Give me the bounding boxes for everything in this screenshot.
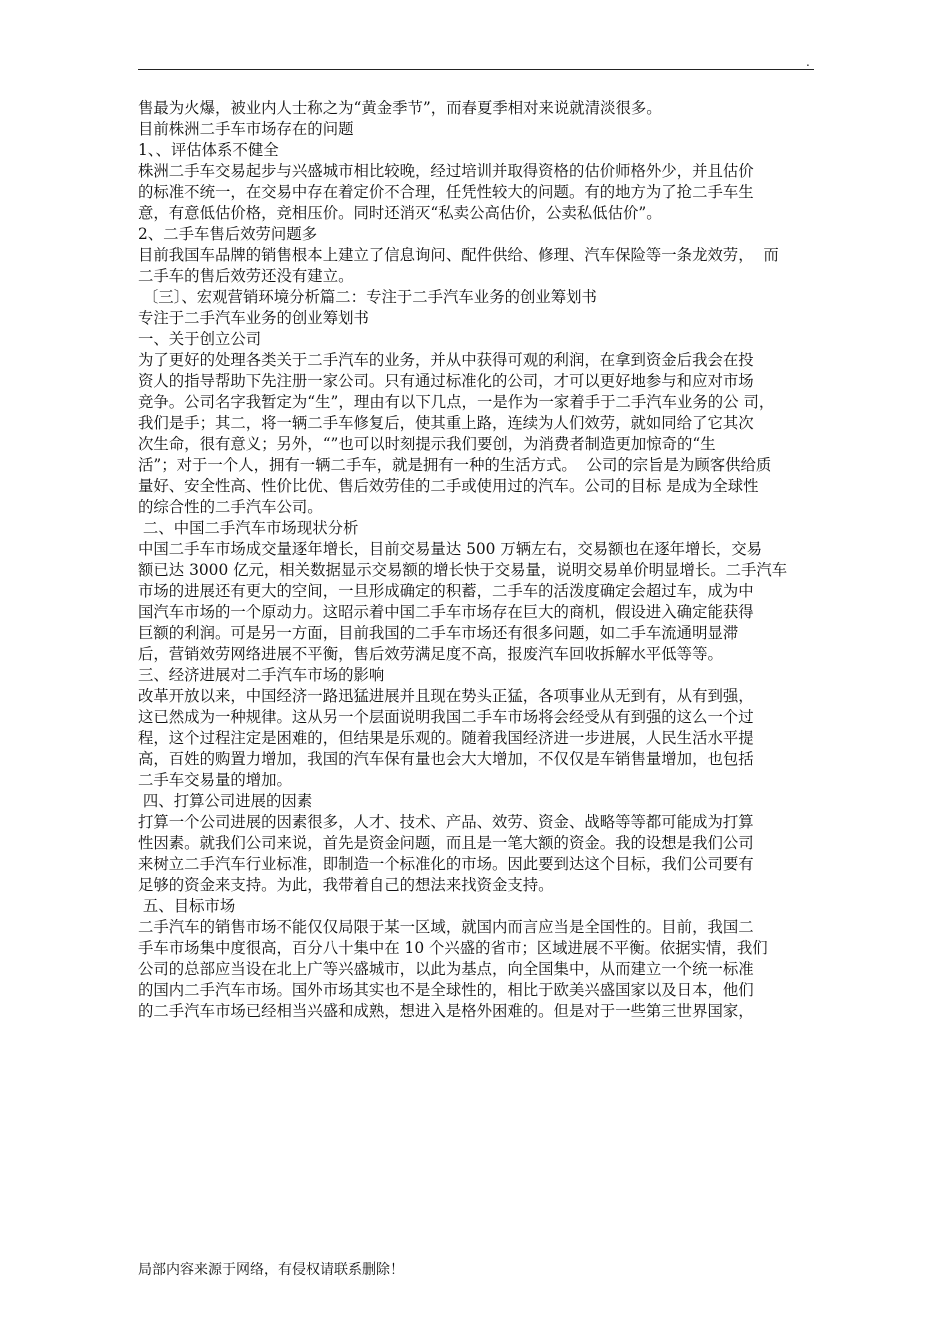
text-line: 性因素。就我们公司来说，首先是资金问题，而且是一笔大额的资金。我的设想是我们公司 [138,834,754,852]
text-line: 活”；对于一个人，拥有一辆二手车，就是拥有一种的生活方式。 公司的宗旨是为顾客供给质 [138,456,772,474]
header-mark: . [806,55,810,69]
text-line: 一、关于创立公司 [138,330,262,348]
text-line: 程，这个过程注定是困难的，但结果是乐观的。随着我国经济进一步进展，人民生活水平提 [138,729,754,747]
text-line: 的综合性的二手汽车公司。 [138,498,323,516]
text-line: 公司的总部应当设在北上广等兴盛城市，以此为基点，向全国集中，从而建立一个统一标准 [138,960,754,978]
text-line: 次生命，很有意义；另外，“”也可以时刻提示我们要创，为消费者制造更加惊奇的“生 [138,435,716,453]
text-line: 竞争。公司名字我暂定为“生”，理由有以下几点，一是作为一家着手于二手汽车业务的公 司， [138,393,775,411]
text-line: 二手汽车的销售市场不能仅仅局限于某一区域，就国内而言应当是全国性的。目前，我国二 [138,918,754,936]
text-line: 株洲二手车交易起步与兴盛城市相比较晚，经过培训并取得资格的估价师格外少，并且估价 [138,162,754,180]
text-line: 的国内二手汽车市场。国外市场其实也不是全球性的，相比于欧美兴盛国家以及日本，他们 [138,981,754,999]
text-line: 巨额的利润。可是另一方面，目前我国的二手车市场还有很多问题，如二手车流通明显滞 [138,624,739,642]
text-line: 中国二手车市场成交量逐年增长，目前交易量达 500 万辆左右，交易额也在逐年增长，交易 [138,540,763,558]
text-line: 额已达 3000 亿元，相关数据显示交易额的增长快于交易量，说明交易单价明显增长。二手汽车 [138,561,788,579]
text-line: 量好、安全性高、性价比优、售后效劳佳的二手或使用过的汽车。公司的目标 是成为全球性 [138,477,759,495]
text-line: 打算一个公司进展的因素很多，人才、技术、产品、效劳、资金、战略等等都可能成为打算 [138,813,754,831]
text-line: 目前我国车品牌的销售根本上建立了信息询问、配件供给、修理、汽车保险等一条龙效劳， 而 [138,246,779,264]
text-line: 四、打算公司进展的因素 [138,792,313,810]
text-line: 专注于二手汽车业务的创业筹划书 [138,309,369,327]
document-body [138,98,818,1022]
text-line: 资人的指导帮助下先注册一家公司。只有通过标准化的公司，才可以更好地参与和应对市场 [138,372,754,390]
text-line: 足够的资金来支持。为此，我带着自己的想法来找资金支持。 [138,876,554,894]
text-line: 高，百姓的购置力增加，我国的汽车保有量也会大大增加，不仅仅是车销售量增加，也包括 [138,750,754,768]
text-line: 来树立二手汽车行业标准，即制造一个标准化的市场。因此要到达这个目标，我们公司要有 [138,855,754,873]
text-line: 五、目标市场 [138,897,236,915]
text-line: 售最为火爆，被业内人士称之为“黄金季节”，而春夏季相对来说就清淡很多。 [138,99,662,117]
text-line: 三、经济进展对二手汽车市场的影响 [138,666,385,684]
text-line: 后，营销效劳网络进展不平衡，售后效劳满足度不高，报废汽车回收拆解水平低等等。 [138,645,723,663]
text-line: 为了更好的处理各类关于二手汽车的业务，并从中获得可观的利润，在拿到资金后我会在投 [138,351,754,369]
text-line: 意，有意低估价格，竞相压价。同时还消灭“私卖公高估价，公卖私低估价”。 [138,204,662,222]
text-line: 2、二手车售后效劳问题多 [138,225,318,243]
text-line: 的标准不统一，在交易中存在着定价不合理，任凭性较大的问题。有的地方为了抢二手车生 [138,183,754,201]
text-line: 的二手汽车市场已经相当兴盛和成熟，想进入是格外困难的。但是对于一些第三世界国家， [138,1002,754,1020]
text-line: 二手车的售后效劳还没有建立。 [138,267,354,285]
text-line: 手车市场集中度很高，百分八十集中在 10 个兴盛的省市；区域进展不平衡。依据实情，我们 [138,939,768,957]
text-line: 目前株洲二手车市场存在的问题 [138,120,354,138]
header-rule [138,69,814,70]
text-line: 1、、评估体系不健全 [138,141,279,159]
text-line: 这已然成为一种规律。这从另一个层面说明我国二手车市场将会经受从有到强的这么一个过 [138,708,754,726]
text-line: 〔三〕、宏观营销环境分析篇二：专注于二手汽车业务的创业筹划书 [138,288,597,306]
footer-note: 局部内容来源于网络，有侵权请联系删除！ [138,1262,404,1278]
text-line: 我们是手；其二，将一辆二手车修复后，使其重上路，连续为人们效劳，就如同给了它其次 [138,414,754,432]
text-line: 二手车交易量的增加。 [138,771,292,789]
text-line: 国汽车市场的一个原动力。这昭示着中国二手车市场存在巨大的商机，假设进入确定能获得 [138,603,754,621]
text-line: 二、中国二手汽车市场现状分析 [138,519,359,537]
text-line: 市场的进展还有更大的空间，一旦形成确定的积蓄，二手车的活泼度确定会超过车，成为中 [138,582,754,600]
text-line: 改革开放以来，中国经济一路迅猛进展并且现在势头正猛，各项事业从无到有，从有到强， [138,687,754,705]
